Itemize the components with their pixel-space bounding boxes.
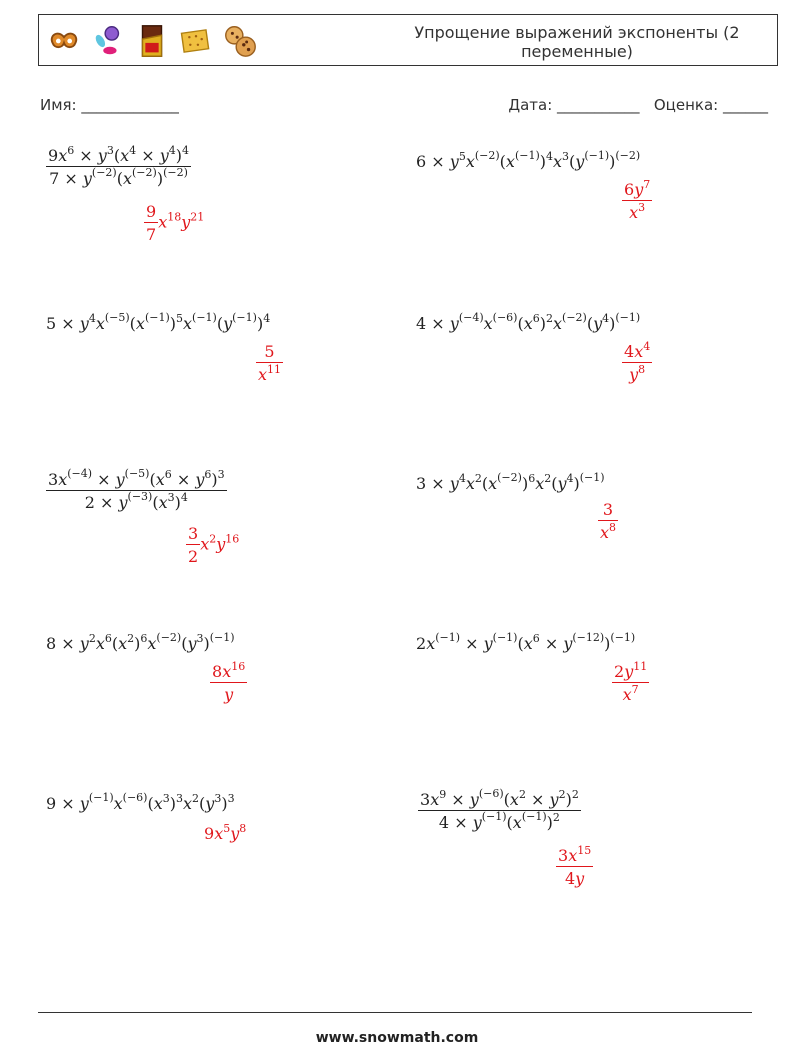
problem-7 (46, 631, 235, 653)
problem-5-expression: $\frac{3x^{(-4)} \times y^{(-5)}(x^6 \times y^6)^3}{2 \times y^{(-3)}(x^3)^4}$ (48, 467, 225, 512)
problem-8 (416, 631, 636, 653)
problem-5-answer: $\frac{3}{2}$ $x^2y^{16}$ (188, 524, 240, 566)
problem-10-expression: $\frac{3x^9 \times y^{(-6)}(x^2 \times y^2)^2}{4 \times y^{(-1)}(x^{(-1)})^2}$ (420, 787, 579, 832)
date-field[interactable]: Дата: ___________ (508, 96, 640, 114)
problem-4-answer: $\frac{4x^4}{y^8}$ (624, 340, 651, 384)
problem-1-answer: $\frac{9}{7}$ $x^{18}y^{21}$ (146, 202, 205, 244)
problem-4-expression: $4 \times y^{(-4)}x^{(-6)}(x^6)^2x^{(-2)}(y^4)^{(-1)}$ (416, 311, 641, 333)
worksheet-header (38, 14, 778, 66)
problem-2 (416, 149, 641, 171)
name-field[interactable]: Имя: _____________ (40, 96, 179, 114)
problem-3 (46, 311, 271, 333)
problem-1-expression: $\frac{9x^6 \times y^3(x^4 \times y^4)^4}{7 \times y^{(-2)}(x^{(-2)})^{(-2)}}$ (48, 144, 189, 188)
problem-7-answer: $\frac{8x^{16}}{y}$ (212, 660, 246, 704)
problem-8-expression: $2x^{(-1)} \times y^{(-1)}(x^6 \times y^{(-12)})^{(-1)}$ (416, 631, 636, 653)
problem-8-answer: $\frac{2y^{11}}{x^7}$ (614, 660, 648, 704)
cracker-icon (177, 22, 215, 60)
problem-2-answer: $\frac{6y^7}{x^3}$ (624, 178, 651, 222)
grade-field[interactable]: Оценка: ______ (653, 96, 768, 114)
header-icons (45, 21, 259, 61)
problem-9 (46, 791, 235, 813)
chocolate-bar-icon (133, 22, 171, 60)
problem-10 (418, 787, 581, 832)
problem-5 (46, 467, 227, 512)
cookies-icon (221, 22, 259, 60)
problem-3-expression: $5 \times y^4x^{(-5)}(x^{(-1)})^5x^{(-1)}(y^{(-1)})^4$ (46, 311, 271, 333)
date-grade-fields[interactable] (508, 96, 768, 114)
problem-9-answer: $9x^5y^8$ (204, 822, 247, 843)
problem-4 (416, 311, 641, 333)
problem-6 (416, 471, 605, 493)
footer-url[interactable]: www.snowmath.com (315, 1030, 479, 1046)
problem-3-answer: $\frac{5}{x^{11}}$ (258, 342, 282, 384)
candy-icon (89, 22, 127, 60)
worksheet-title: Упрощение выражений экспоненты (2 переменные) (414, 23, 740, 61)
problem-1 (46, 146, 191, 188)
pretzel-icon (45, 22, 83, 60)
problem-2-expression: $6 \times y^5x^{(-2)}(x^{(-1)})^4x^3(y^{(-1)})^{(-2)}$ (416, 149, 641, 171)
problem-7-expression: $8 \times y^2x^6(x^2)^6x^{(-2)}(y^3)^{(-1)}$ (46, 631, 235, 653)
problem-6-expression: $3 \times y^4x^2(x^{(-2)})^6x^2(y^4)^{(-1)}$ (416, 471, 605, 493)
problem-9-expression: $9 \times y^{(-1)}x^{(-6)}(x^3)^3x^2(y^3)^3$ (46, 791, 235, 813)
problem-10-answer: $\frac{3x^{15}}{4y}$ (558, 844, 592, 888)
problem-6-answer: $\frac{3}{x^8}$ (600, 500, 617, 542)
footer-divider (38, 1012, 752, 1013)
